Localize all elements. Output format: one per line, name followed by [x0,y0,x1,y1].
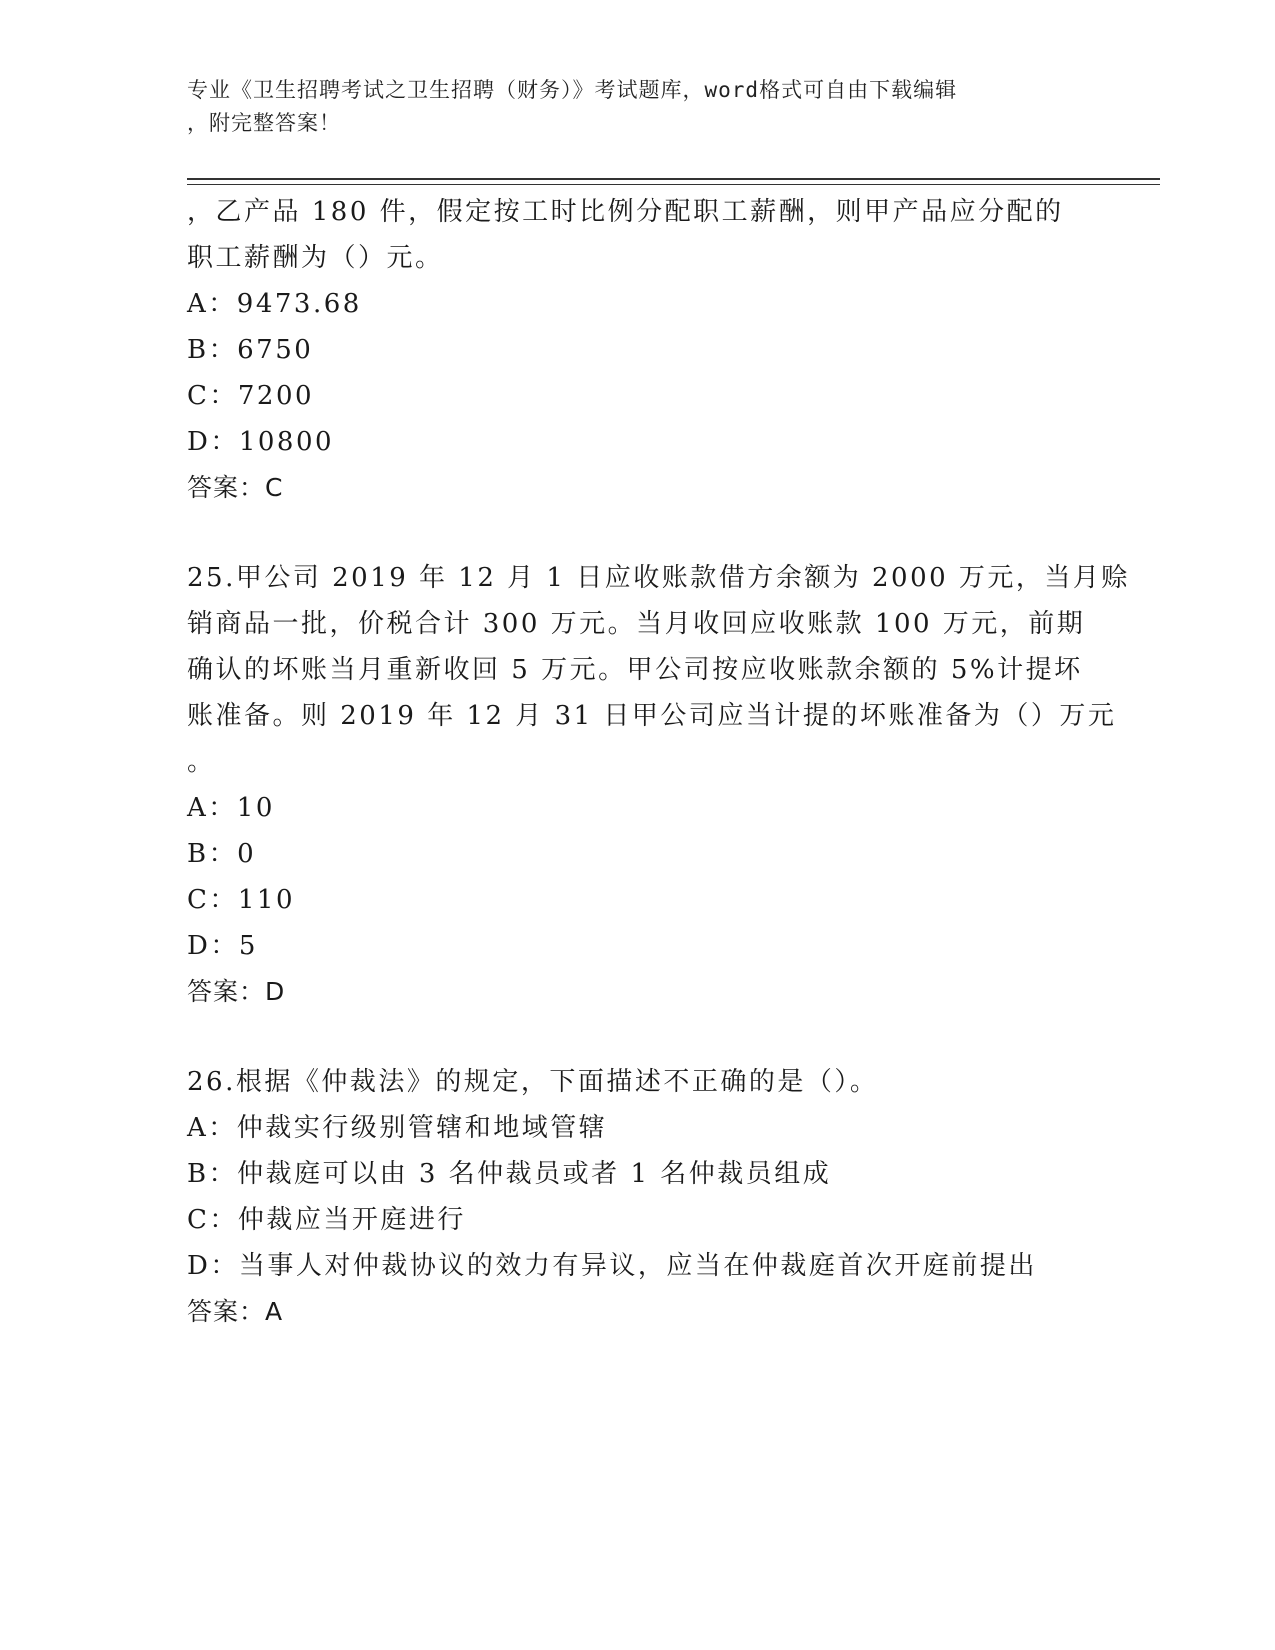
answer-line: 答案：C [187,473,284,502]
header-line-2: ，附完整答案！ [187,111,341,135]
spacer [187,1015,1087,1059]
question-stem-line: ，乙产品 180 件，假定按工时比例分配职工薪酬，则甲产品应分配的 [187,197,1064,227]
option-d: D：10800 [187,427,335,457]
question-24 [187,189,1087,511]
option-c: C：仲裁应当开庭进行 [187,1205,466,1235]
answer-line: 答案：A [187,1297,284,1326]
question-26 [187,1059,1087,1335]
header-divider [187,178,1160,180]
option-c: C：110 [187,885,296,915]
question-stem-line: 职工薪酬为（）元。 [187,243,444,273]
option-a: A：9473.68 [187,289,362,319]
answer-line: 答案：D [187,977,286,1006]
question-stem-line: 26.根据《仲裁法》的规定，下面描述不正确的是（）。 [187,1067,879,1097]
option-d: D：5 [187,931,258,961]
option-b: B：6750 [187,335,314,365]
document-body [187,189,1130,1335]
question-25 [187,555,1130,1015]
option-b: B：0 [187,839,257,869]
header-line-1: 专业《卫生招聘考试之卫生招聘（财务）》考试题库，word格式可自由下载编辑 [187,78,958,102]
header-divider-thin [187,184,1160,185]
option-b: B：仲裁庭可以由 3 名仲裁员或者 1 名仲裁员组成 [187,1159,832,1189]
question-stem-line: 账准备。则 2019 年 12 月 31 日甲公司应当计提的坏账准备为（）万元 [187,701,1117,731]
question-stem-line: 确认的坏账当月重新收回 5 万元。甲公司按应收账款余额的 5%计提坏 [187,655,1083,685]
question-stem-line: 销商品一批，价税合计 300 万元。当月收回应收账款 100 万元，前期 [187,609,1086,639]
option-c: C：7200 [187,381,315,411]
option-a: A：仲裁实行级别管辖和地域管辖 [187,1113,608,1143]
option-d: D：当事人对仲裁协议的效力有异议，应当在仲裁庭首次开庭前提出 [187,1251,1037,1281]
question-stem-line: 。 [187,747,216,777]
document-header [187,74,1067,140]
spacer [187,511,1087,555]
question-stem-line: 25.甲公司 2019 年 12 月 1 日应收账款借方余额为 2000 万元，当月赊 [187,563,1130,593]
option-a: A：10 [187,793,275,823]
